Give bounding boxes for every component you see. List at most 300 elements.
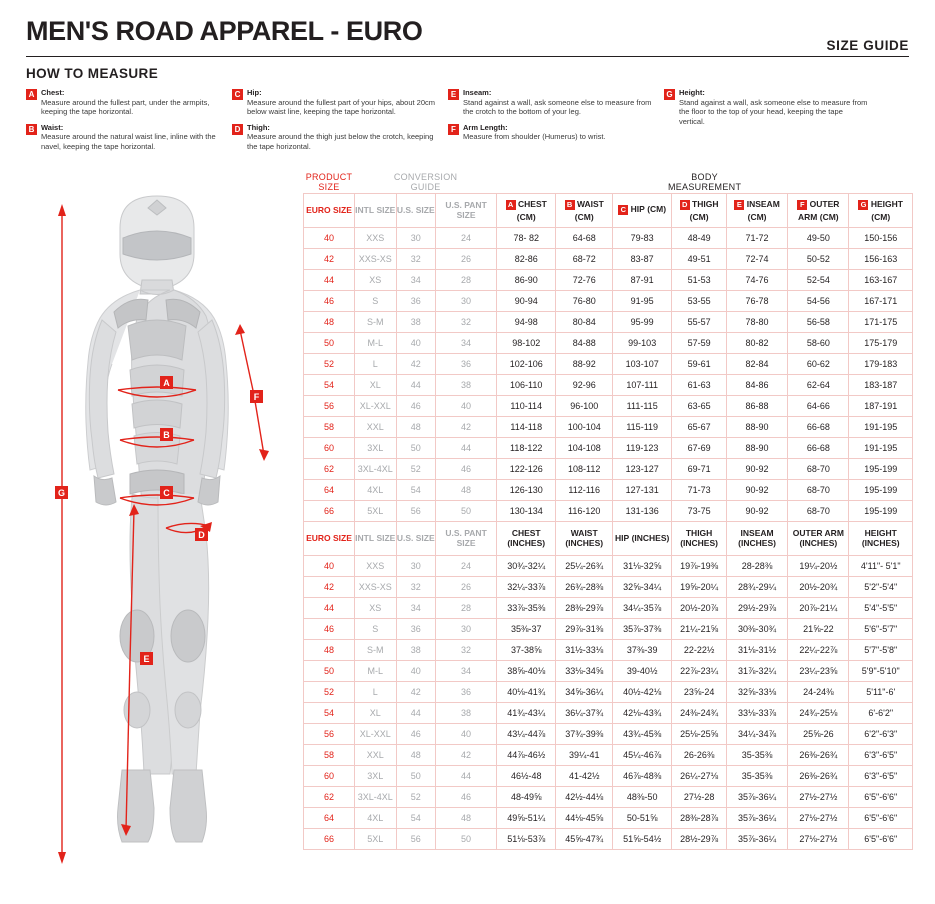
table-body-cm xyxy=(304,227,913,521)
svg-text:C: C xyxy=(163,488,170,498)
table-cell: XL-XXL xyxy=(354,723,396,744)
table-cell: 46 xyxy=(396,723,435,744)
table-cell: 56-58 xyxy=(788,311,849,332)
svg-text:E: E xyxy=(143,654,150,664)
table-cell: 68-70 xyxy=(788,500,849,521)
table-cell: 44 xyxy=(396,374,435,395)
table-cell: 44⅞-46½ xyxy=(497,744,556,765)
table-cell: 106-110 xyxy=(497,374,556,395)
table-cell: 76-80 xyxy=(556,290,613,311)
table-cell: 19⅞-19⅜ xyxy=(672,555,727,576)
table-cell: 35⅜-37 xyxy=(497,618,556,639)
table-cell: 54 xyxy=(304,374,355,395)
table-cell: 40 xyxy=(304,227,355,248)
table-cell: 39¼-41 xyxy=(556,744,613,765)
table-cell: 53-55 xyxy=(672,290,727,311)
table-cell: XXS xyxy=(354,555,396,576)
svg-text:A: A xyxy=(163,378,170,388)
table-cell: 36 xyxy=(435,681,496,702)
table-cell: 46 xyxy=(304,290,355,311)
table-cell: 37-38⅝ xyxy=(497,639,556,660)
table-cell: 28½-29⅞ xyxy=(672,828,727,849)
table-cell: 5XL xyxy=(354,828,396,849)
table-row xyxy=(304,248,913,269)
table-cell: 25⅛-25⅝ xyxy=(672,723,727,744)
table-cell: 32 xyxy=(396,576,435,597)
measure-item-name: Height: xyxy=(679,88,705,97)
table-cell: 48 xyxy=(435,807,496,828)
table-cell: 25⅝-26 xyxy=(788,723,849,744)
table-cell: 156-163 xyxy=(849,248,913,269)
table-row xyxy=(304,416,913,437)
table-cell: 90-92 xyxy=(726,500,787,521)
how-to-measure-list xyxy=(26,88,911,157)
table-cell: 34 xyxy=(435,660,496,681)
table-cell: 21⅝-22 xyxy=(788,618,849,639)
table-cell: 108-112 xyxy=(556,458,613,479)
group-header-row xyxy=(304,172,913,193)
table-cell: 28¾-29¼ xyxy=(726,576,787,597)
table-cell: 6'5"-6'6" xyxy=(849,807,913,828)
header-row-cm xyxy=(304,193,913,227)
table-cell: 23⅝-24 xyxy=(672,681,727,702)
letter-badge-e-icon: E xyxy=(448,89,459,100)
letter-badge-d-icon: D xyxy=(680,200,690,210)
table-cell: 28-28⅜ xyxy=(726,555,787,576)
table-cell: 66-68 xyxy=(788,416,849,437)
table-cell: 24-24⅜ xyxy=(788,681,849,702)
col-waist-cm: B WAIST (CM) xyxy=(556,193,613,227)
measure-item-name: Arm Length: xyxy=(463,122,508,132)
table-cell: 68-72 xyxy=(556,248,613,269)
table-cell: XXL xyxy=(354,416,396,437)
col-height-cm: G HEIGHT (CM) xyxy=(849,193,913,227)
table-cell: 99-103 xyxy=(613,332,672,353)
table-cell: XS xyxy=(354,597,396,618)
table-row xyxy=(304,374,913,395)
table-cell: M-L xyxy=(354,660,396,681)
col-us-pant-size: U.S. PANT SIZE xyxy=(435,193,496,227)
table-cell: 42 xyxy=(304,248,355,269)
table-cell: 43¼-44⅞ xyxy=(497,723,556,744)
table-cell: 48 xyxy=(396,416,435,437)
table-cell: 30 xyxy=(396,227,435,248)
table-cell: 4XL xyxy=(354,807,396,828)
measure-item-text: Measure from shoulder (Humerus) to wrist. xyxy=(463,132,606,141)
table-cell: 100-104 xyxy=(556,416,613,437)
table-cell: 20½-20¾ xyxy=(788,576,849,597)
table-cell: 103-107 xyxy=(613,353,672,374)
table-cell: 92-96 xyxy=(556,374,613,395)
table-cell: 195-199 xyxy=(849,458,913,479)
table-cell: 31⅛-32⅝ xyxy=(613,555,672,576)
table-cell: 34¼-34⅞ xyxy=(726,723,787,744)
measure-item-name: Thigh: xyxy=(247,122,270,132)
col-chest-in: CHEST (INCHES) xyxy=(497,521,556,555)
table-cell: 42 xyxy=(304,576,355,597)
table-cell: 50 xyxy=(435,500,496,521)
table-cell: 90-92 xyxy=(726,479,787,500)
table-cell: 49-51 xyxy=(672,248,727,269)
letter-badge-d-icon: D xyxy=(232,124,243,135)
table-cell: 28⅜-29⅞ xyxy=(556,597,613,618)
table-cell: 50 xyxy=(396,437,435,458)
table-row xyxy=(304,500,913,521)
table-row xyxy=(304,479,913,500)
table-cell: XXS xyxy=(354,227,396,248)
table-cell: 27⅛-27½ xyxy=(788,807,849,828)
table-cell: 40 xyxy=(304,555,355,576)
table-cell: 32 xyxy=(435,311,496,332)
table-cell: 51⅝-54½ xyxy=(613,828,672,849)
measure-item xyxy=(664,88,870,126)
table-cell: 6'3"-6'5" xyxy=(849,765,913,786)
table-cell: L xyxy=(354,681,396,702)
how-to-measure-title: HOW TO MEASURE xyxy=(26,66,159,81)
table-cell: 65-67 xyxy=(672,416,727,437)
table-cell: 38⅝-40⅛ xyxy=(497,660,556,681)
table-cell: 48 xyxy=(435,479,496,500)
letter-badge-g-icon: G xyxy=(858,200,868,210)
table-cell: 60 xyxy=(304,437,355,458)
table-cell: 3XL xyxy=(354,437,396,458)
measure-item-text: Stand against a wall, ask someone else to measure from the crotch to the bottom of your leg. xyxy=(463,97,652,116)
table-cell: 40 xyxy=(396,660,435,681)
table-cell: 84-88 xyxy=(556,332,613,353)
table-cell: 74-76 xyxy=(726,269,787,290)
table-cell: 195-199 xyxy=(849,500,913,521)
table-cell: 39-40½ xyxy=(613,660,672,681)
table-cell: 82-86 xyxy=(497,248,556,269)
table-cell: 46½-48 xyxy=(497,765,556,786)
table-cell: 163-167 xyxy=(849,269,913,290)
table-cell: 78- 82 xyxy=(497,227,556,248)
measure-item xyxy=(232,88,438,117)
table-cell: 73-75 xyxy=(672,500,727,521)
table-cell: 50 xyxy=(304,332,355,353)
table-cell: XXS-XS xyxy=(354,248,396,269)
table-cell: 69-71 xyxy=(672,458,727,479)
table-row xyxy=(304,555,913,576)
table-cell: 68-70 xyxy=(788,479,849,500)
table-cell: 3XL-4XL xyxy=(354,458,396,479)
table-cell: 26 xyxy=(435,248,496,269)
table-cell: 116-120 xyxy=(556,500,613,521)
table-cell: 50 xyxy=(396,765,435,786)
table-cell: 62-64 xyxy=(788,374,849,395)
measure-item xyxy=(448,88,654,117)
table-cell: 42½-44⅛ xyxy=(556,786,613,807)
table-cell: 95-99 xyxy=(613,311,672,332)
measure-item-text: Measure around the fullest part of your hips, about 20cm below waist line, keeping the tape horizontal. xyxy=(247,97,436,116)
table-cell: 23¼-23⅝ xyxy=(788,660,849,681)
table-cell: 46 xyxy=(435,458,496,479)
table-cell: 72-76 xyxy=(556,269,613,290)
table-cell: 98-102 xyxy=(497,332,556,353)
table-cell: 6'-6'2" xyxy=(849,702,913,723)
col-us-pant-size-in: U.S. PANT SIZE xyxy=(435,521,496,555)
table-cell: 56 xyxy=(396,500,435,521)
table-cell: 191-195 xyxy=(849,416,913,437)
table-cell: 58 xyxy=(304,416,355,437)
table-cell: 66 xyxy=(304,828,355,849)
measure-item-name: Chest: xyxy=(41,88,65,97)
table-cell: 45¼-46⅞ xyxy=(613,744,672,765)
table-cell: XXS-XS xyxy=(354,576,396,597)
svg-text:B: B xyxy=(163,430,170,440)
table-cell: 42 xyxy=(396,353,435,374)
table-cell: 30 xyxy=(396,555,435,576)
table-cell: 32⅝-33⅛ xyxy=(726,681,787,702)
table-cell: 61-63 xyxy=(672,374,727,395)
table-cell: XL xyxy=(354,374,396,395)
table-cell: 29½-29⅞ xyxy=(726,597,787,618)
table-row xyxy=(304,639,913,660)
col-euro-size-in: EURO SIZE xyxy=(304,521,355,555)
size-guide-label: SIZE GUIDE xyxy=(826,38,909,53)
table-cell: 48 xyxy=(304,639,355,660)
table-cell: 86-88 xyxy=(726,395,787,416)
col-chest-cm: A CHEST (CM) xyxy=(497,193,556,227)
table-cell: 54 xyxy=(396,807,435,828)
table-row xyxy=(304,828,913,849)
table-cell: 54 xyxy=(304,702,355,723)
table-cell: 36¼-37¾ xyxy=(556,702,613,723)
table-cell: 40 xyxy=(396,332,435,353)
table-row xyxy=(304,290,913,311)
measurement-figure xyxy=(22,190,292,880)
table-cell: 54 xyxy=(396,479,435,500)
letter-badge-c-icon: C xyxy=(618,205,628,215)
table-cell: 111-115 xyxy=(613,395,672,416)
table-cell: 122-126 xyxy=(497,458,556,479)
table-cell: 36 xyxy=(435,353,496,374)
table-cell: 26¼-27⅛ xyxy=(672,765,727,786)
table-cell: 38 xyxy=(435,374,496,395)
table-cell: S xyxy=(354,290,396,311)
table-cell: 32 xyxy=(435,639,496,660)
table-row xyxy=(304,437,913,458)
group-body-measurement: BODY MEASUREMENT xyxy=(667,172,742,193)
svg-text:G: G xyxy=(57,488,66,498)
table-cell: S-M xyxy=(354,311,396,332)
measure-column-1 xyxy=(26,88,232,157)
table-cell: 56 xyxy=(304,395,355,416)
measure-item-text: Measure around the fullest part, under the armpits, keeping the tape horizontal. xyxy=(41,97,210,116)
table-cell: 5'4"-5'5" xyxy=(849,597,913,618)
table-cell: 37¾-39⅜ xyxy=(556,723,613,744)
table-cell: 107-111 xyxy=(613,374,672,395)
table-cell: 110-114 xyxy=(497,395,556,416)
col-inseam-in: INSEAM (INCHES) xyxy=(726,521,787,555)
table-cell: 90-92 xyxy=(726,458,787,479)
table-cell: 82-84 xyxy=(726,353,787,374)
table-cell: 5'11"-6' xyxy=(849,681,913,702)
table-cell: 48 xyxy=(304,311,355,332)
letter-badge-g-icon: G xyxy=(664,89,675,100)
table-cell: 33⅛-33⅞ xyxy=(726,702,787,723)
table-cell: 3XL-4XL xyxy=(354,786,396,807)
table-cell: 40 xyxy=(435,723,496,744)
table-row xyxy=(304,395,913,416)
table-row xyxy=(304,353,913,374)
table-cell: 34⅝-36¼ xyxy=(556,681,613,702)
table-row xyxy=(304,269,913,290)
table-cell: 24 xyxy=(435,227,496,248)
table-cell: 6'5"-6'6" xyxy=(849,786,913,807)
col-hip-cm: C HIP (CM) xyxy=(613,193,672,227)
table-cell: 6'3"-6'5" xyxy=(849,744,913,765)
table-cell: 26 xyxy=(435,576,496,597)
table-cell: 37⅜-39 xyxy=(613,639,672,660)
table-cell: XS xyxy=(354,269,396,290)
svg-text:F: F xyxy=(253,392,260,402)
table-cell: 57-59 xyxy=(672,332,727,353)
table-row xyxy=(304,723,913,744)
col-intl-size-in: INTL SIZE xyxy=(354,521,396,555)
table-cell: 59-61 xyxy=(672,353,727,374)
measure-item-text: Stand against a wall, ask someone else to measure from the floor to the top of your head, keeping the tape vertical. xyxy=(679,97,868,126)
table-cell: 195-199 xyxy=(849,479,913,500)
table-cell: 62 xyxy=(304,458,355,479)
table-cell: 35-35⅜ xyxy=(726,765,787,786)
table-cell: 26¾-28⅜ xyxy=(556,576,613,597)
col-outer-arm-cm: F OUTER ARM (CM) xyxy=(788,193,849,227)
measure-item-text: Measure around the natural waist line, inline with the navel, keeping the tape horizontal. xyxy=(41,132,216,151)
table-row xyxy=(304,458,913,479)
table-row xyxy=(304,576,913,597)
table-cell: 94-98 xyxy=(497,311,556,332)
table-cell: 19⅝-20¼ xyxy=(672,576,727,597)
table-cell: 64 xyxy=(304,807,355,828)
col-outer-arm-in: OUTER ARM (INCHES) xyxy=(788,521,849,555)
table-cell: 58 xyxy=(304,744,355,765)
table-cell: 5'2"-5'4" xyxy=(849,576,913,597)
table-cell: 36 xyxy=(396,618,435,639)
table-cell: 41¾-43¼ xyxy=(497,702,556,723)
table-cell: 30¾-32¼ xyxy=(497,555,556,576)
table-row xyxy=(304,681,913,702)
table-cell: 88-90 xyxy=(726,437,787,458)
table-row xyxy=(304,227,913,248)
table-cell: 60-62 xyxy=(788,353,849,374)
table-cell: 46 xyxy=(435,786,496,807)
measure-item-name: Hip: xyxy=(247,88,262,97)
table-cell: 51⅛-53⅞ xyxy=(497,828,556,849)
table-cell: S-M xyxy=(354,639,396,660)
table-cell: 78-80 xyxy=(726,311,787,332)
table-cell: 86-90 xyxy=(497,269,556,290)
col-inseam-cm: E INSEAM (CM) xyxy=(726,193,787,227)
table-cell: 131-136 xyxy=(613,500,672,521)
header-divider xyxy=(26,56,909,57)
table-cell: 36 xyxy=(396,290,435,311)
table-row xyxy=(304,807,913,828)
letter-badge-c-icon: C xyxy=(232,89,243,100)
table-cell: 71-73 xyxy=(672,479,727,500)
table-cell: 24⅜-24¾ xyxy=(672,702,727,723)
col-us-size: U.S. SIZE xyxy=(396,193,435,227)
table-cell: 25¼-26¾ xyxy=(556,555,613,576)
table-cell: 80-82 xyxy=(726,332,787,353)
measure-item xyxy=(26,123,222,152)
table-cell: 49⅝-51¼ xyxy=(497,807,556,828)
table-cell: 50 xyxy=(435,828,496,849)
table-cell: 38 xyxy=(396,311,435,332)
table-cell: 71-72 xyxy=(726,227,787,248)
table-cell: 58-60 xyxy=(788,332,849,353)
table-cell: 28 xyxy=(435,269,496,290)
table-cell: 60 xyxy=(304,765,355,786)
table-row xyxy=(304,311,913,332)
table-cell: 191-195 xyxy=(849,437,913,458)
table-cell: 50 xyxy=(304,660,355,681)
page-header xyxy=(26,14,909,56)
table-cell: 30 xyxy=(435,290,496,311)
table-cell: 80-84 xyxy=(556,311,613,332)
table-cell: 5'9"-5'10" xyxy=(849,660,913,681)
col-us-size-in: U.S. SIZE xyxy=(396,521,435,555)
table-cell: 187-191 xyxy=(849,395,913,416)
table-cell: 28⅜-28⅞ xyxy=(672,807,727,828)
col-waist-in: WAIST (INCHES) xyxy=(556,521,613,555)
table-cell: 4XL xyxy=(354,479,396,500)
table-cell: 76-78 xyxy=(726,290,787,311)
table-cell: 4'11"- 5'1" xyxy=(849,555,913,576)
col-intl-size: INTL SIZE xyxy=(354,193,396,227)
measure-item-name: Waist: xyxy=(41,122,64,132)
table-cell: 30 xyxy=(435,618,496,639)
table-cell: XXL xyxy=(354,744,396,765)
measure-column-2 xyxy=(232,88,448,157)
table-cell: 42 xyxy=(435,416,496,437)
table-cell: S xyxy=(354,618,396,639)
letter-badge-a-icon: A xyxy=(26,89,37,100)
table-cell: 35⅞-36¼ xyxy=(726,807,787,828)
table-cell: 46⅞-48⅜ xyxy=(613,765,672,786)
table-cell: 52 xyxy=(304,681,355,702)
table-cell: 31⅞-32¼ xyxy=(726,660,787,681)
table-cell: 42 xyxy=(435,744,496,765)
table-cell: 64-66 xyxy=(788,395,849,416)
table-cell: 90-94 xyxy=(497,290,556,311)
svg-text:D: D xyxy=(198,530,205,540)
table-cell: 5'6"-5'7" xyxy=(849,618,913,639)
table-cell: 87-91 xyxy=(613,269,672,290)
table-cell: 33⅛-34⅝ xyxy=(556,660,613,681)
letter-badge-e-icon: E xyxy=(734,200,744,210)
table-cell: 35-35⅜ xyxy=(726,744,787,765)
table-cell: 115-119 xyxy=(613,416,672,437)
table-cell: 51-53 xyxy=(672,269,727,290)
size-chart xyxy=(303,172,913,850)
table-cell: 56 xyxy=(396,828,435,849)
table-cell: 43¾-45⅜ xyxy=(613,723,672,744)
table-cell: 44 xyxy=(435,437,496,458)
col-thigh-in: THIGH (INCHES) xyxy=(672,521,727,555)
table-cell: 48-49⅝ xyxy=(497,786,556,807)
table-cell: 88-90 xyxy=(726,416,787,437)
table-cell: 88-92 xyxy=(556,353,613,374)
table-cell: 66 xyxy=(304,500,355,521)
table-cell: 38 xyxy=(396,639,435,660)
letter-badge-a-icon: A xyxy=(506,200,516,210)
table-cell: 52 xyxy=(396,458,435,479)
table-cell: 27½-27½ xyxy=(788,786,849,807)
table-cell: L xyxy=(354,353,396,374)
table-cell: 91-95 xyxy=(613,290,672,311)
table-cell: 49-50 xyxy=(788,227,849,248)
